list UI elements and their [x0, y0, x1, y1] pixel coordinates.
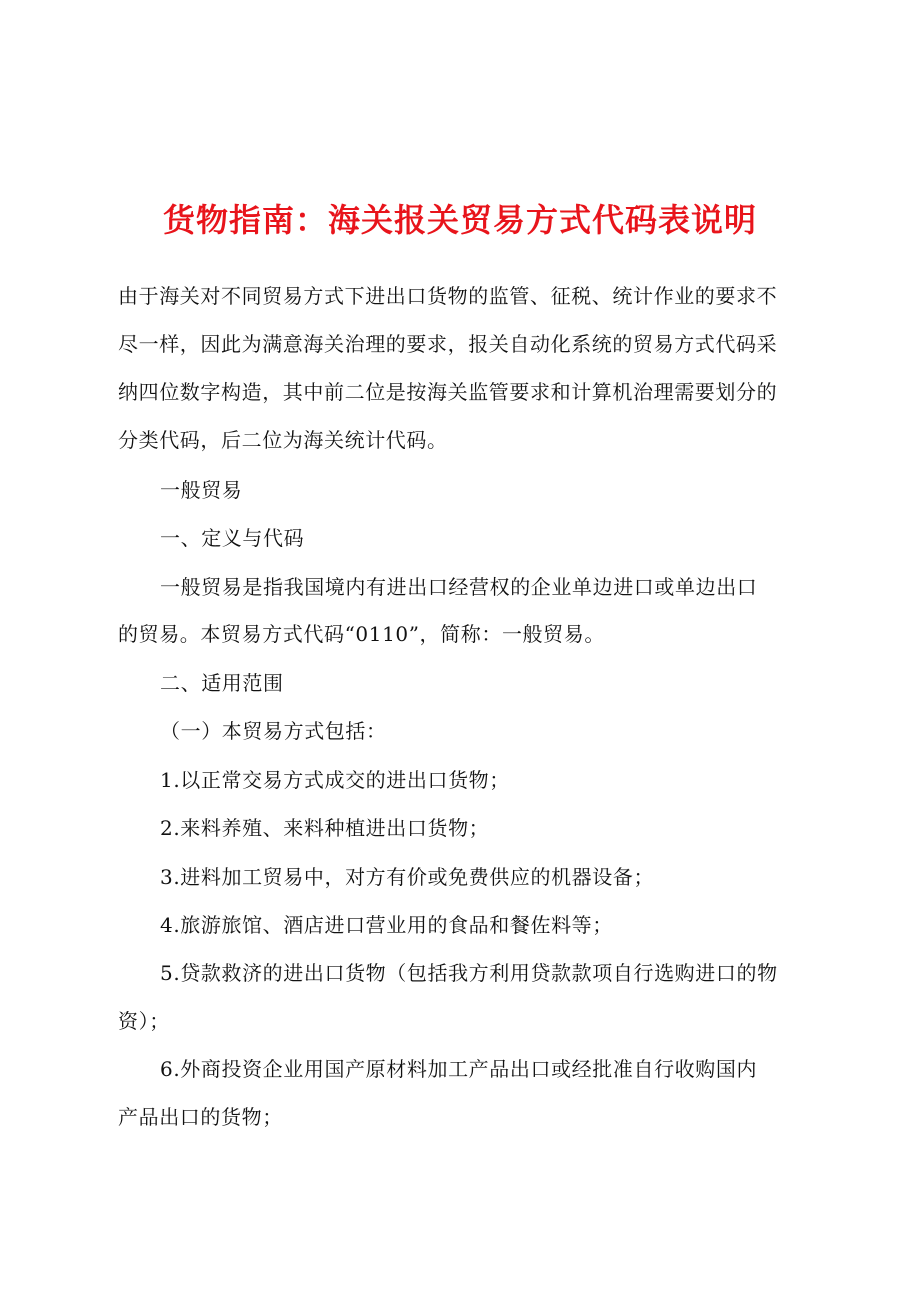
document-title: 货物指南：海关报关贸易方式代码表说明	[162, 201, 757, 239]
definition-line: 一般贸易是指我国境内有进出口经营权的企业单边进口或单边出口	[160, 575, 758, 599]
section-heading: 一般贸易	[160, 478, 243, 502]
subsection-heading: 一、定义与代码	[160, 526, 305, 550]
intro-paragraph-line: 纳四位数字构造，其中前二位是按海关监管要求和计算机治理需要划分的	[118, 380, 778, 404]
list-item: 产品出口的货物；	[118, 1105, 283, 1129]
list-item: 1.以正常交易方式成交的进出口货物；	[160, 768, 510, 792]
list-heading: （一）本贸易方式包括：	[160, 719, 387, 743]
list-item: 4.旅游旅馆、酒店进口营业用的食品和餐佐料等；	[160, 913, 613, 937]
list-item: 3.进料加工贸易中，对方有价或免费供应的机器设备；	[160, 865, 655, 889]
intro-paragraph-line: 尽一样，因此为满意海关治理的要求，报关自动化系统的贸易方式代码采	[118, 332, 778, 356]
intro-paragraph-line: 分类代码，后二位为海关统计代码。	[118, 428, 448, 452]
subsection-heading: 二、适用范围	[160, 671, 284, 695]
list-item: 2.来料养殖、来料种植进出口货物；	[160, 816, 490, 840]
list-item: 6.外商投资企业用国产原材料加工产品出口或经批准自行收购国内	[160, 1057, 758, 1081]
intro-paragraph-line: 由于海关对不同贸易方式下进出口货物的监管、征税、统计作业的要求不	[118, 284, 778, 308]
definition-line: 的贸易。本贸易方式代码“0110”，简称：一般贸易。	[118, 622, 605, 646]
list-item: 5.贷款救济的进出口货物（包括我方利用贷款款项自行选购进口的物	[160, 961, 778, 985]
list-item: 资）；	[118, 1009, 170, 1033]
